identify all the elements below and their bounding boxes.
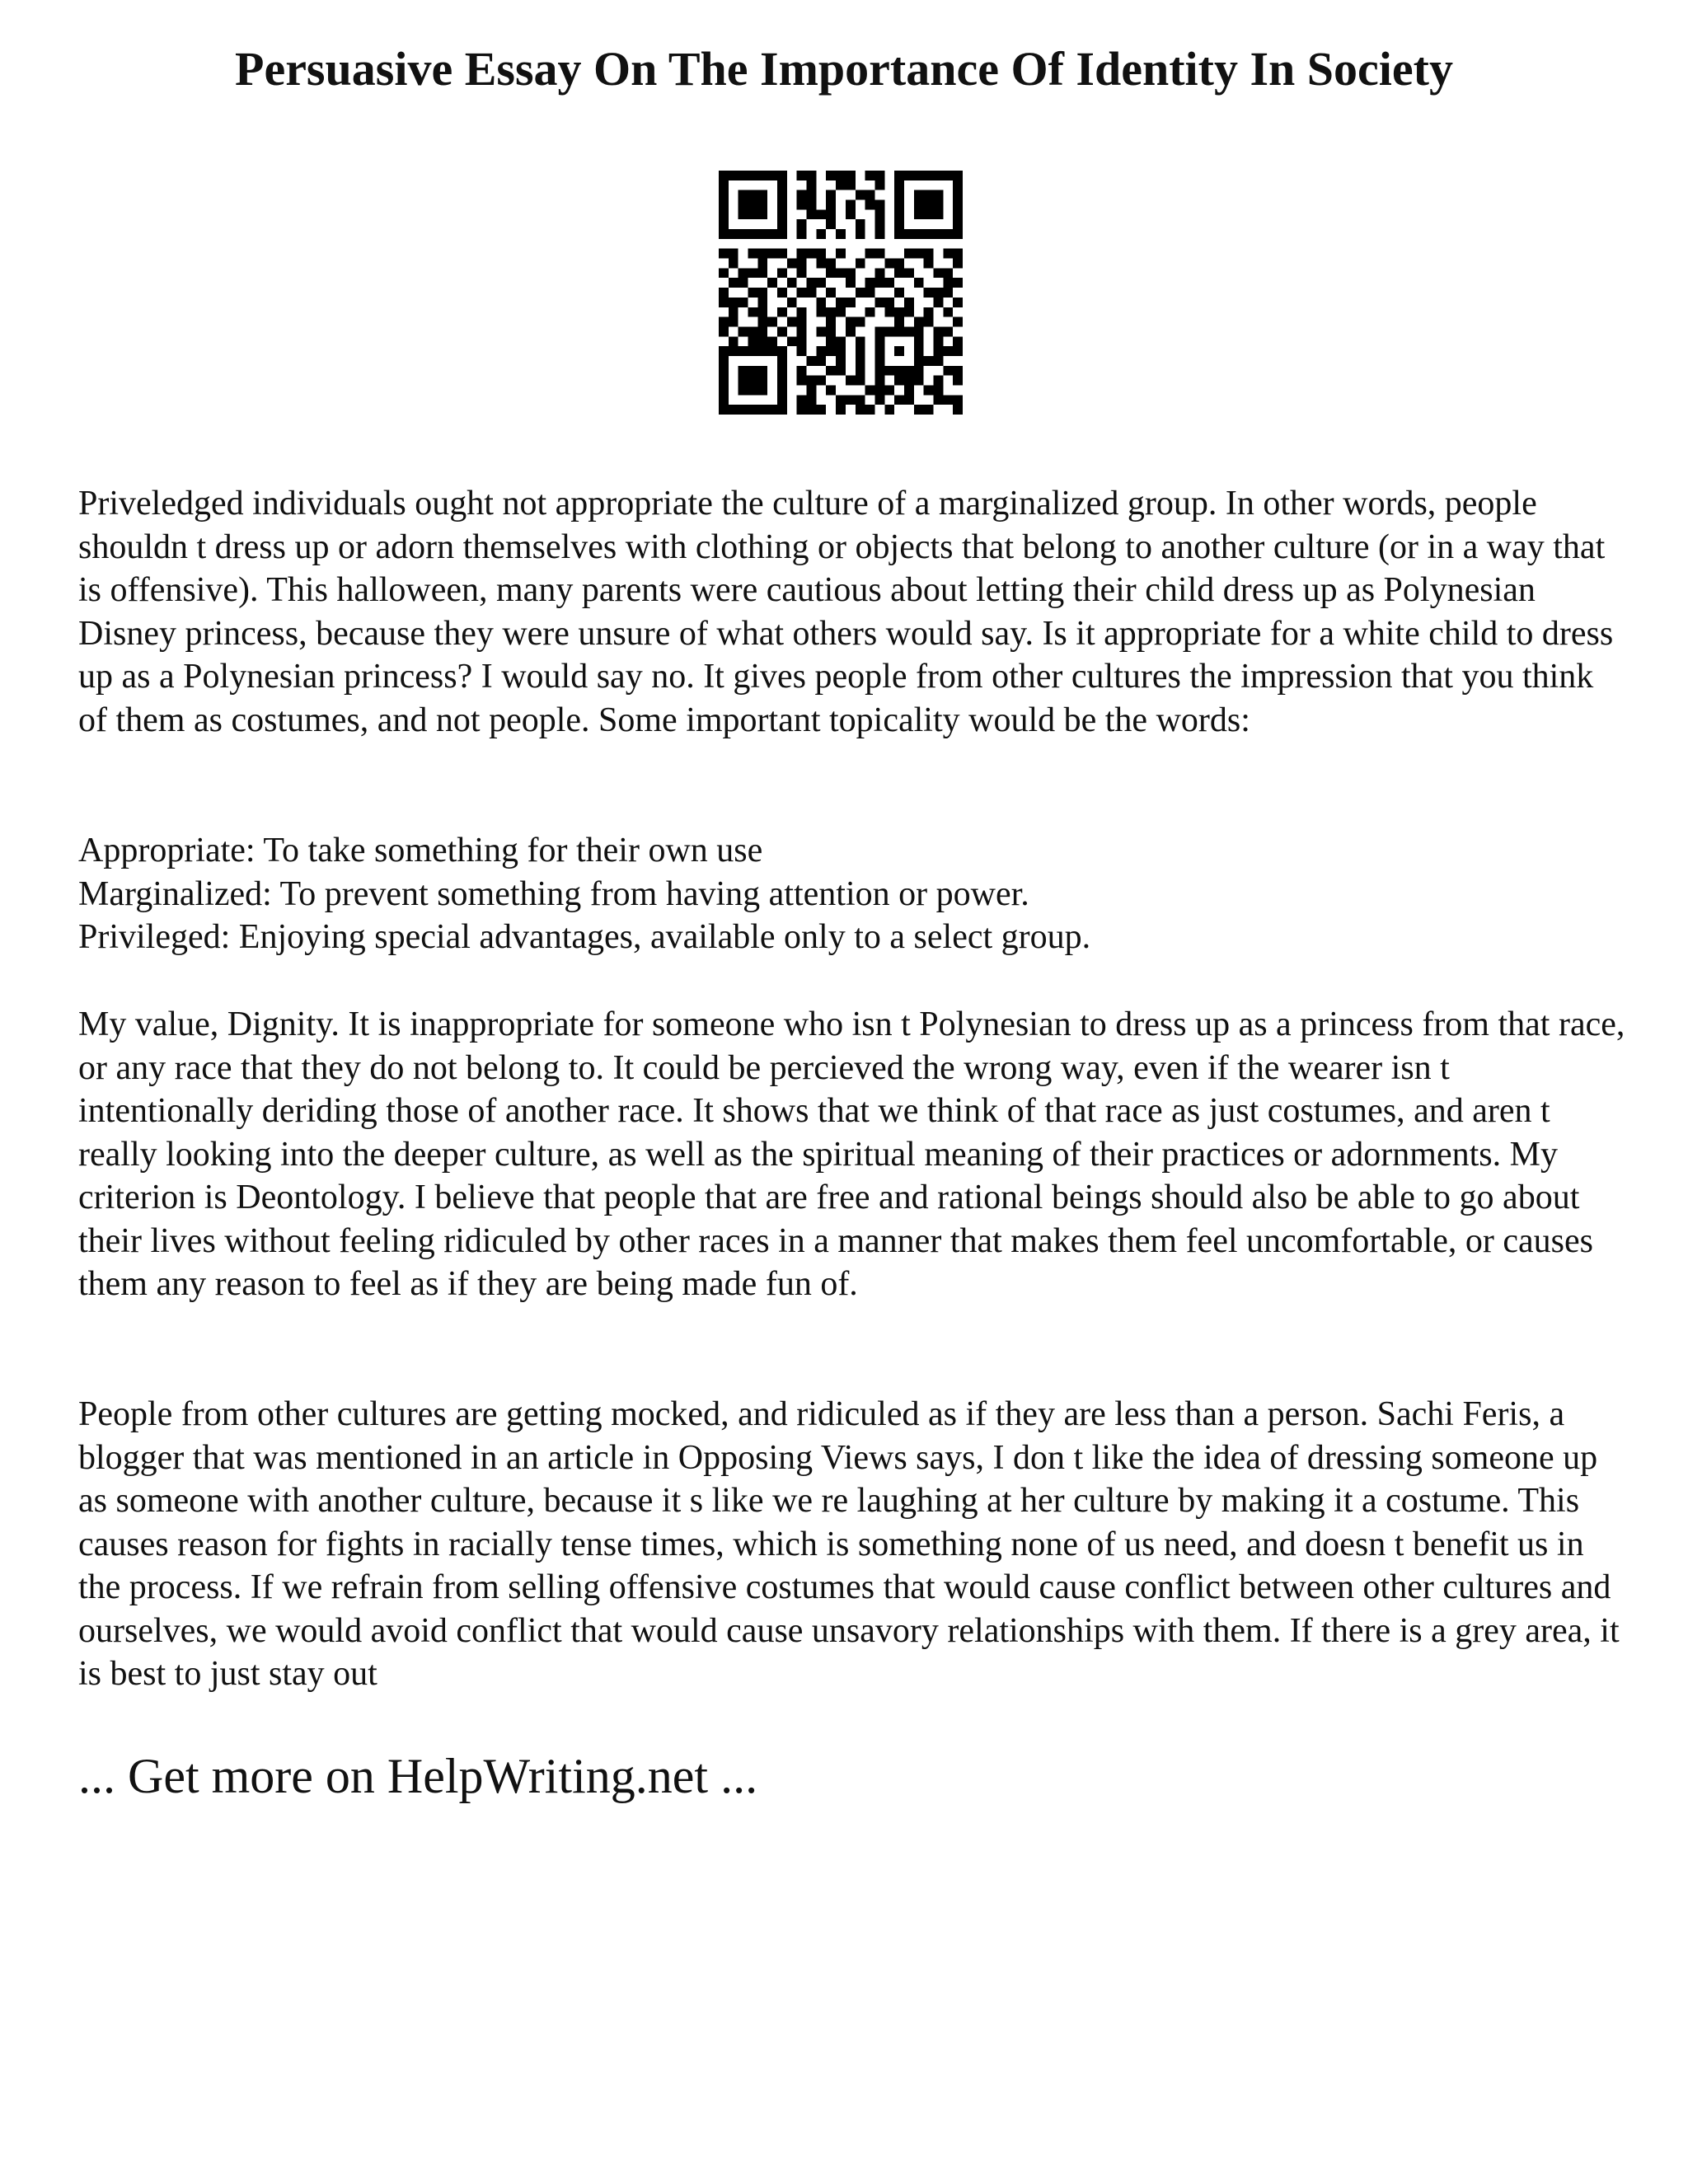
get-more-link[interactable]: ... Get more on HelpWriting.net ...	[78, 1749, 758, 1803]
page-title: Persuasive Essay On The Importance Of Identity In Society	[235, 42, 1453, 96]
qr-code-icon	[719, 171, 963, 415]
definition-privileged: Privileged: Enjoying special advantages, available only to a select group.	[78, 918, 1091, 956]
paragraph-intro: Priveledged individuals ought not appropriate the culture of a marginalized group. In other words, people shouldn t dress up or adorn themselves with clothing or objects that belong to another culture (or in a way that is offensive). This halloween, many parents were cautious about letting their child dress up as Polynesian Disney princess, because they were unsure of what others would say. Is it appropriate for a white child to dress up as a Polynesian princess? I would say no. It gives people from other cultures the impression that you think of them as costumes, and not people. Some important topicality would be the words:	[78, 485, 1614, 739]
paragraph-argument: People from other cultures are getting mocked, and ridiculed as if they are less than a person. Sachi Feris, a blogger that was mentioned in an article in Opposing Views says, I don t like the idea of dressing someone up as someone with another culture, because it s like we re laughing at her culture by making it a costume. This causes reason for fights in racially tense times, which is something none of us need, and doesn t benefit us in the process. If we refrain from selling offensive costumes that would cause conflict between other cultures and ourselves, we would avoid conflict that would cause unsavory relationships with them. If there is a grey area, it is best to just stay out	[78, 1395, 1620, 1693]
definition-marginalized: Marginalized: To prevent something from having attention or power.	[78, 874, 1029, 913]
definitions-list	[78, 829, 1628, 959]
paragraph-value: My value, Dignity. It is inappropriate for someone who isn t Polynesian to dress up as a princess from that race, or any race that they do not belong to. It could be percieved the wrong way, even if the wearer isn t intentionally deriding those of another race. It shows that we think of that race as just costumes, and aren t really looking into the deeper culture, as well as the spiritual meaning of their practices or adornments. My criterion is Deontology. I believe that people that are free and rational beings should also be able to go about their lives without feeling ridiculed by other races in a manner that makes them feel uncomfortable, or causes them any reason to feel as if they are being made fun of.	[78, 1005, 1625, 1303]
definition-appropriate: Appropriate: To take something for their own use	[78, 832, 763, 869]
